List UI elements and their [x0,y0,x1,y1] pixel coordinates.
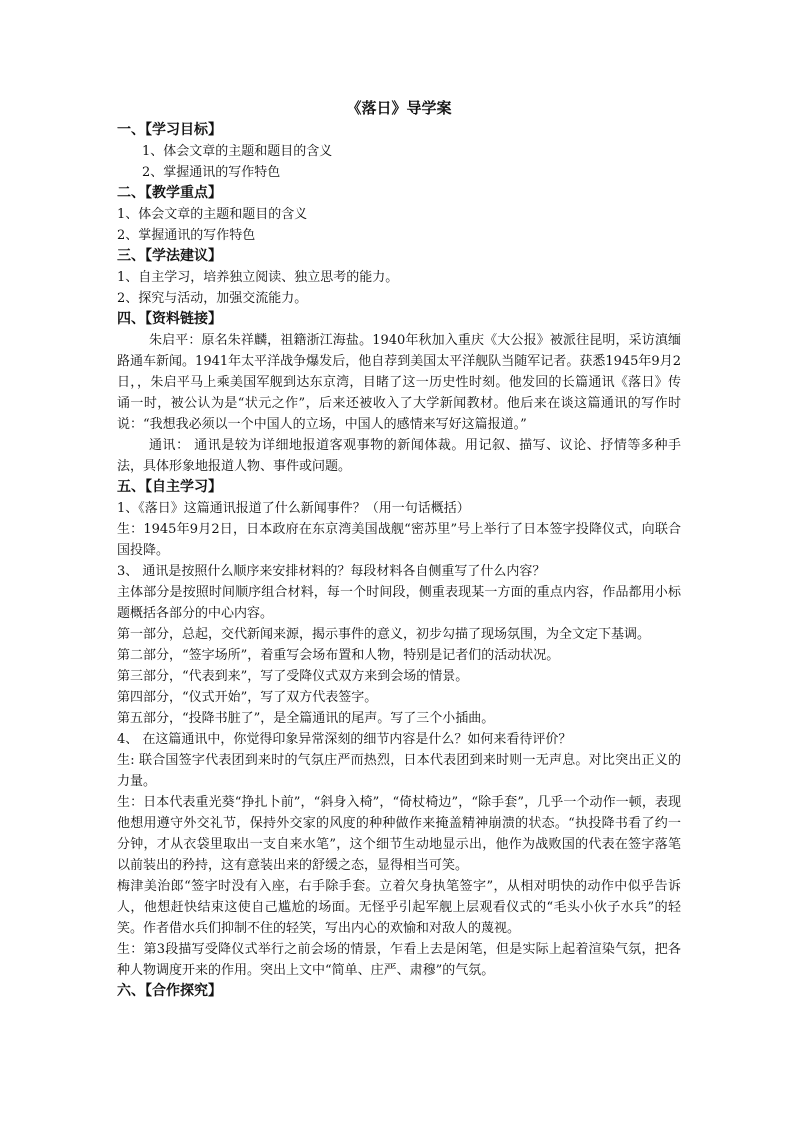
section-heading-method: 三、【学法建议】 [117,248,222,264]
study-answer: 第二部分，“签字场所”，着重写会场布置和人物，特别是记者们的活动状况。 [117,648,560,663]
section-heading-goals: 一、【学习目标】 [117,122,222,138]
study-answer: 第一部分，总起，交代新闻来源，揭示事件的意义，初步勾描了现场氛围，为全文定下基调。 [117,627,651,642]
study-answer: 生：1945年9月2日，日本政府在东京湾美国战舰“密苏里”号上举行了日本签字投降仪式，向联合国投降。 [117,522,681,558]
key-point-item: 2、掌握通讯的写作特色 [117,228,256,243]
genre-definition-paragraph: 通讯： 通讯是较为详细地报道客观事物的新闻体裁。用记叙、描写、议论、抒情等多种手法，具体形象地报道人物、事件或问题。 [117,438,681,474]
goal-item: 1、体会文章的主题和题目的含义 [142,144,333,159]
method-item: 1、自主学习，培养独立阅读、独立思考的能力。 [117,270,399,285]
study-answer: 主体部分是按照时间顺序组合材料，每一个时间段，侧重表现某一方面的重点内容，作品都用小标题概括各部分的中心内容。 [117,585,681,621]
section-heading-self-study: 五、【自主学习】 [117,479,222,495]
study-answer: 生: 联合国签字代表团到来时的气氛庄严而热烈，日本代表团到来时则一无声息。对比突出正义的力量。 [117,753,681,789]
key-point-item: 1、体会文章的主题和题目的含义 [117,207,308,222]
study-answer: 生：第3段描写受降仪式举行之前会场的情景，乍看上去是闲笔，但是实际上起着渲染气氛，把各种人物调度开来的作用。突出上文中“简单、庄严、肃穆”的气氛。 [117,942,681,978]
document-page [117,96,681,1002]
study-answer: 第五部分，“投降书脏了”，是全篇通讯的尾声。写了三个小插曲。 [117,711,495,726]
page-title: 《落日》导学案 [346,99,452,117]
study-question: 4、 在这篇通讯中，你觉得印象异常深刻的细节内容是什么？如何来看待评价？ [117,732,572,747]
study-answer: 梅津美治郎“签字时没有入座，右手除手套。立着欠身执笔签字”，从相对明快的动作中似乎告诉人，他想赶快结束这使自己尴尬的场面。无怪乎引起军舰上层观看仪式的“毛头小伙子水兵”的轻笑。作者借水兵们抑制不住的轻笑，写出内心的欢愉和对敌人的蔑视。 [117,879,681,936]
method-item: 2、探究与活动，加强交流能力。 [117,291,308,306]
study-question: 1、《落日》这篇通讯报道了什么新闻事件？（用一句话概括） [117,501,470,516]
goal-item: 2、掌握通讯的写作特色 [142,165,281,180]
study-answer: 第三部分，“代表到来”，写了受降仪式双方来到会场的情景。 [117,669,469,684]
section-heading-materials: 四、【资料链接】 [117,311,222,327]
study-answer: 生：日本代表重光葵“挣扎卜前”，“斜身入椅”，“倚杖椅边”，“除手套”，几乎一个动作一顿，表现他想用遵守外交礼节，保持外交家的风度的种种做作来掩盖精神崩溃的状态。“执投降书看了约一分钟，才从衣袋里取出一支自来水笔”，这个细节生动地显示出，他作为战败国的代表在签字落笔以前装出的矜持，这有意装出来的舒缓之态，显得相当可笑。 [117,795,681,873]
section-heading-key-points: 二、【教学重点】 [117,185,222,201]
author-bio-paragraph: 朱启平：原名朱祥麟，祖籍浙江海盐。1940年秋加入重庆《大公报》被派往昆明，采访滇缅路通车新闻。1941年太平洋战争爆发后，他自荐到美国太平洋舰队当随军记者。获悉1945年9月2日，，朱启平马上乘美国军舰到达东京湾，目睹了这一历史性时刻。他发回的长篇通讯《落日》传诵一时，被公认为是“状元之作”，后来还被收入了大学新闻教材。他后来在谈这篇通讯的写作时说：“我想我必须以一个中国人的立场，中国人的感情来写好这篇报道。” [117,333,681,432]
section-heading-cooperative: 六、【合作探究】 [117,983,222,999]
study-answer: 第四部分，“仪式开始”，写了双方代表签字。 [117,690,378,705]
study-question: 3、 通讯是按照什么顺序来安排材料的？每段材料各自侧重写了什么内容？ [117,564,546,579]
